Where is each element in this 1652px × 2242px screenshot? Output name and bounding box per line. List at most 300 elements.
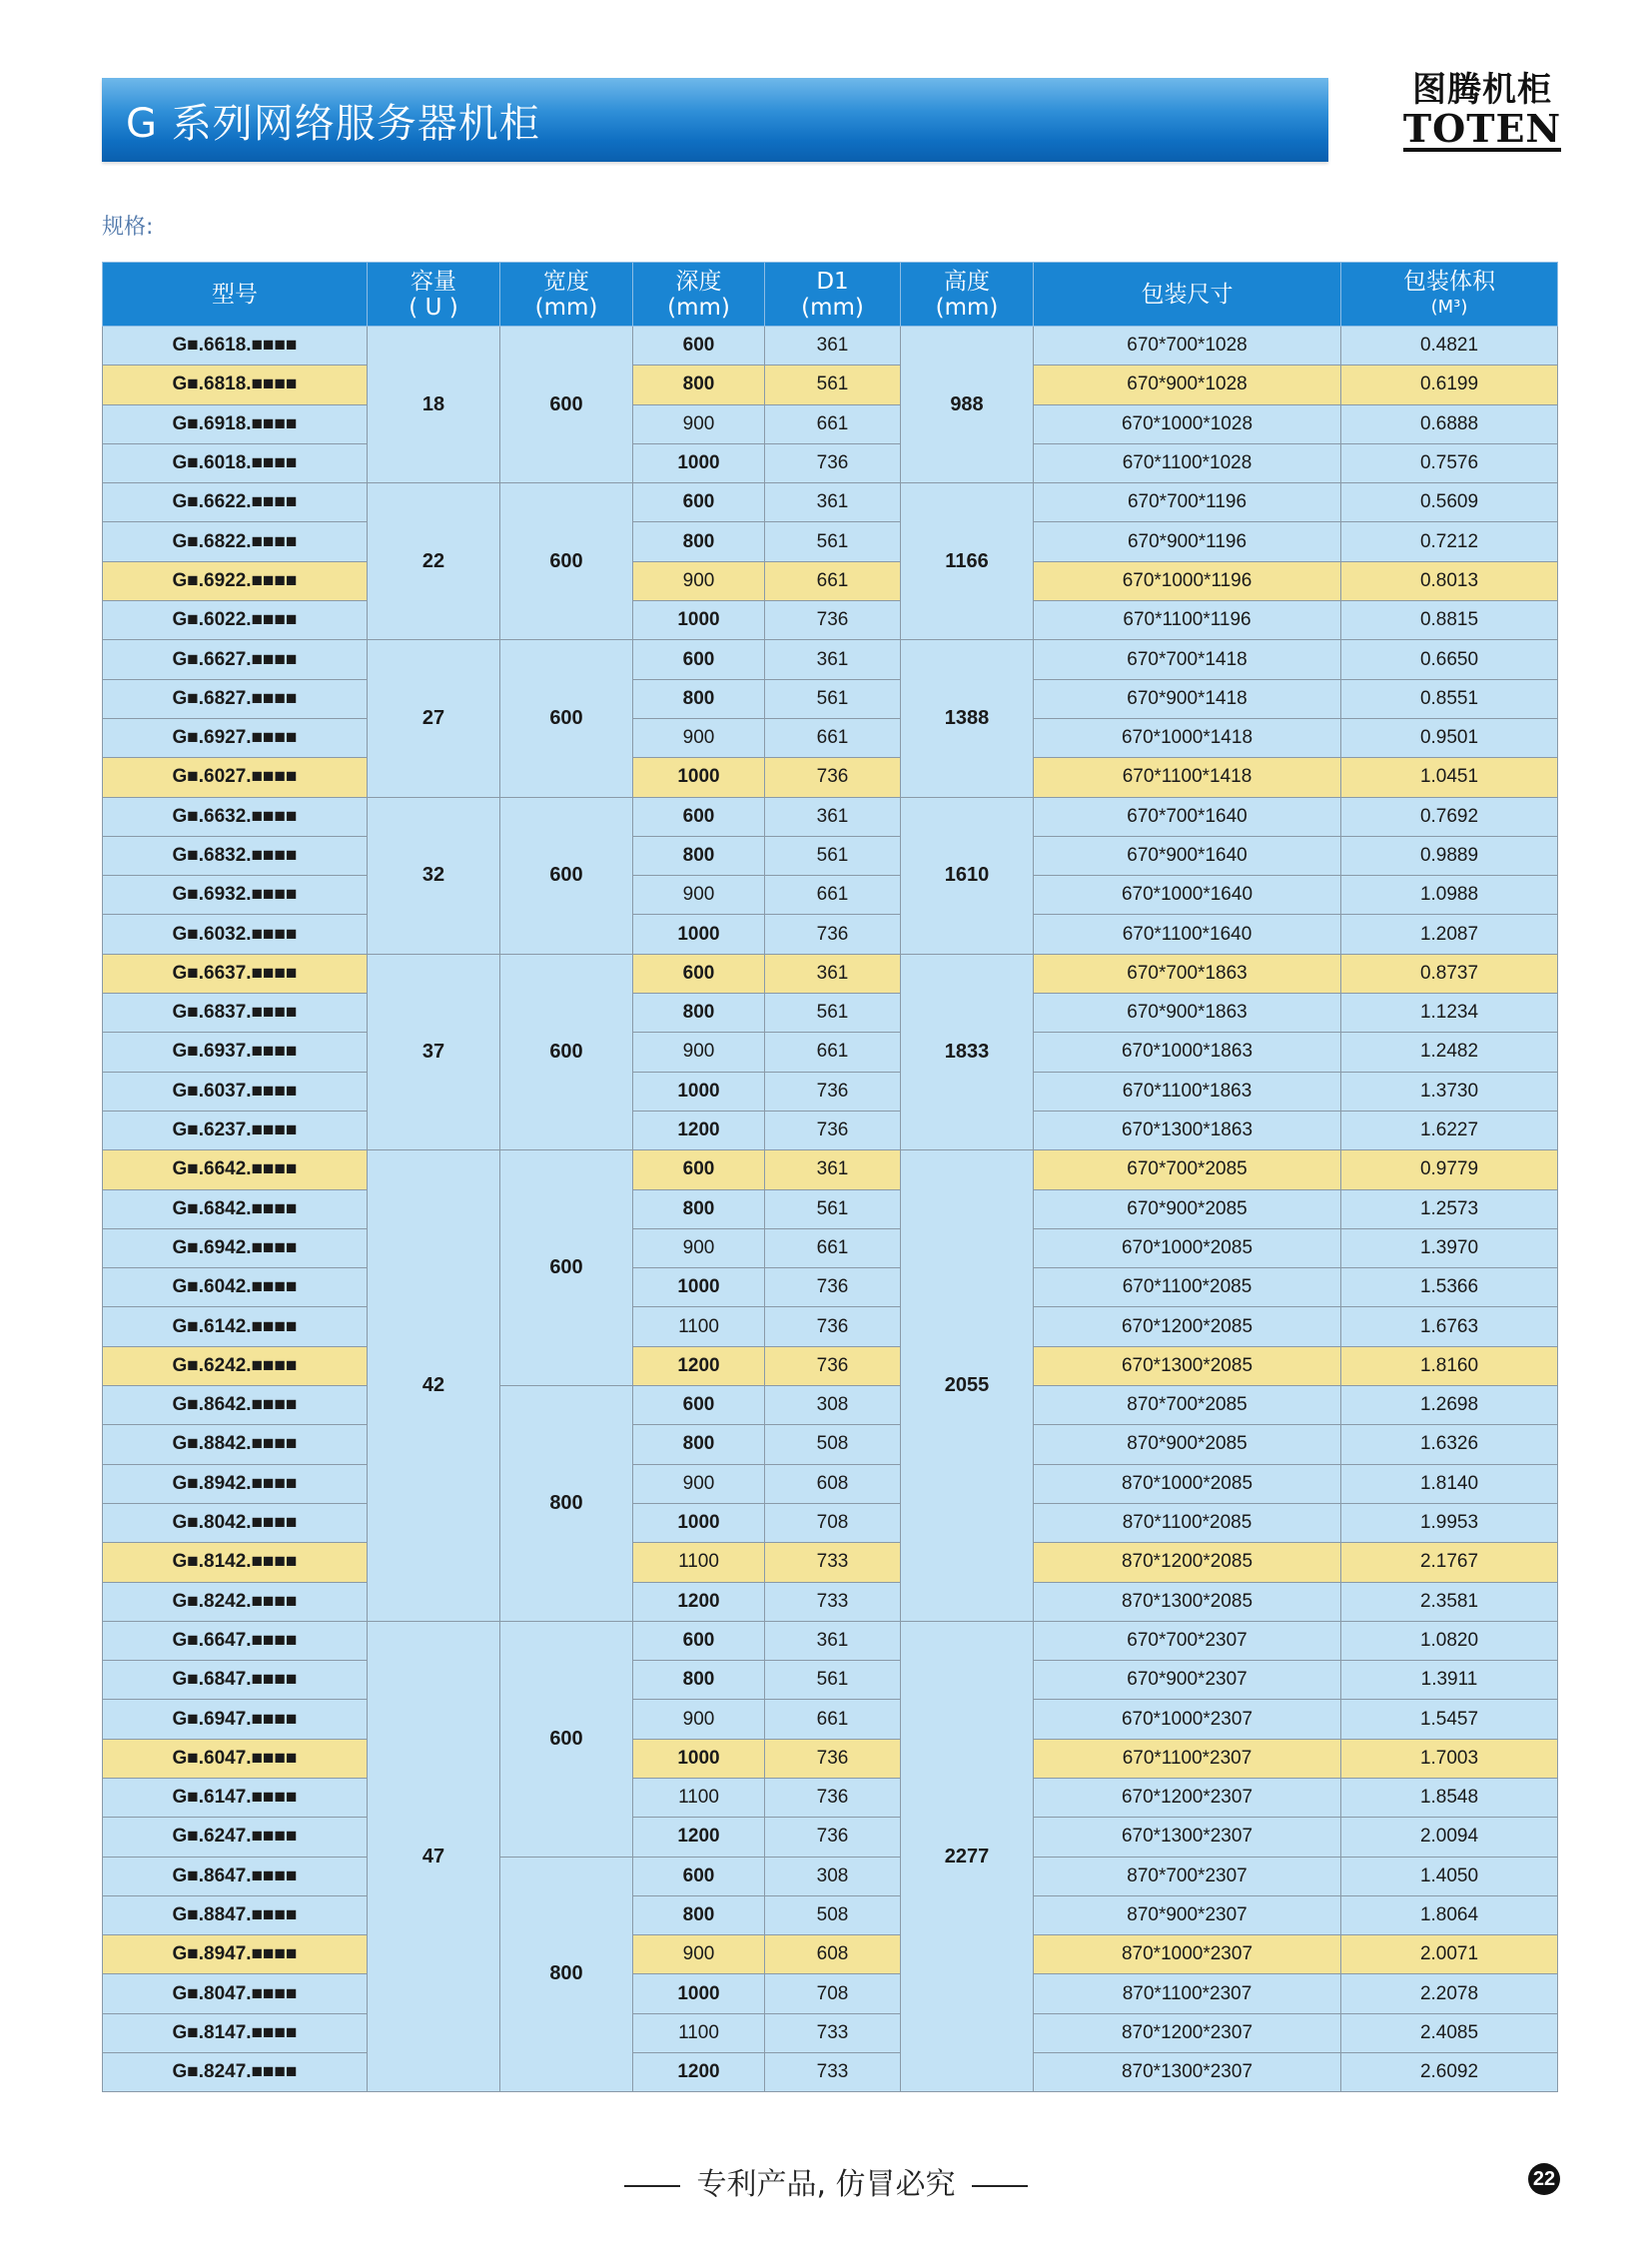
cell-depth: 1000 (633, 1974, 765, 2013)
table-row (103, 797, 1558, 836)
cell-depth: 1200 (633, 2053, 765, 2092)
table-row (103, 1818, 1558, 1857)
cell-pack-size: 870*1000*2085 (1034, 1464, 1341, 1503)
footer-rule-right (972, 2185, 1028, 2187)
cell-pack-volume: 2.1767 (1341, 1543, 1558, 1582)
cell-d1: 608 (765, 1935, 901, 1974)
table-row (103, 1268, 1558, 1307)
cell-depth: 1100 (633, 2013, 765, 2052)
cell-pack-size: 670*1000*1640 (1034, 876, 1341, 915)
cell-pack-size: 670*900*1028 (1034, 366, 1341, 404)
cell-model: G■.6837.■■■■ (103, 994, 368, 1033)
cell-pack-size: 870*1100*2085 (1034, 1503, 1341, 1542)
cell-model: G■.8242.■■■■ (103, 1582, 368, 1621)
cell-model: G■.8042.■■■■ (103, 1503, 368, 1542)
cell-model: G■.6842.■■■■ (103, 1189, 368, 1228)
cell-pack-volume: 1.0451 (1341, 758, 1558, 797)
cell-model: G■.6632.■■■■ (103, 797, 368, 836)
cell-depth: 1200 (633, 1346, 765, 1385)
cell-depth: 600 (633, 797, 765, 836)
cell-model: G■.6247.■■■■ (103, 1818, 368, 1857)
cell-model: G■.8642.■■■■ (103, 1386, 368, 1425)
cell-width: 600 (500, 483, 633, 640)
cell-d1: 661 (765, 1033, 901, 1072)
cell-depth: 800 (633, 1661, 765, 1700)
logo-english: TOTEN (1402, 106, 1562, 151)
cell-pack-volume: 0.6888 (1341, 404, 1558, 443)
table-row (103, 561, 1558, 600)
cell-depth: 900 (633, 1464, 765, 1503)
cell-pack-volume: 1.7003 (1341, 1739, 1558, 1778)
cell-pack-volume: 0.7692 (1341, 797, 1558, 836)
cell-model: G■.6147.■■■■ (103, 1778, 368, 1817)
title-banner (102, 78, 1328, 162)
cell-d1: 736 (765, 601, 901, 640)
table-row (103, 2013, 1558, 2052)
table-row (103, 1386, 1558, 1425)
cell-model: G■.6642.■■■■ (103, 1150, 368, 1189)
cell-depth: 800 (633, 1189, 765, 1228)
cell-d1: 736 (765, 758, 901, 797)
table-row (103, 2053, 1558, 2092)
cell-depth: 900 (633, 404, 765, 443)
cell-model: G■.6918.■■■■ (103, 404, 368, 443)
cell-width: 600 (500, 1150, 633, 1386)
cell-d1: 361 (765, 1621, 901, 1660)
cell-pack-volume: 1.2698 (1341, 1386, 1558, 1425)
cell-capacity: 32 (368, 797, 500, 954)
cell-pack-volume: 0.8013 (1341, 561, 1558, 600)
cell-d1: 561 (765, 679, 901, 718)
cell-model: G■.8842.■■■■ (103, 1425, 368, 1464)
cell-depth: 1000 (633, 1072, 765, 1111)
table-row (103, 1974, 1558, 2013)
table-row (103, 1778, 1558, 1817)
cell-pack-size: 870*1300*2307 (1034, 2053, 1341, 2092)
table-row (103, 1661, 1558, 1700)
cell-pack-size: 870*900*2307 (1034, 1895, 1341, 1934)
table-row (103, 1700, 1558, 1739)
table-row (103, 483, 1558, 522)
cell-pack-size: 870*1000*2307 (1034, 1935, 1341, 1974)
cell-d1: 561 (765, 522, 901, 561)
cell-model: G■.6037.■■■■ (103, 1072, 368, 1111)
cell-capacity: 47 (368, 1621, 500, 2092)
cell-height: 2055 (901, 1150, 1034, 1622)
cell-depth: 900 (633, 1700, 765, 1739)
cell-model: G■.6622.■■■■ (103, 483, 368, 522)
cell-model: G■.8947.■■■■ (103, 1935, 368, 1974)
col-capacity: 容量 ( U ) (368, 263, 500, 327)
cell-depth: 800 (633, 679, 765, 718)
cell-depth: 600 (633, 327, 765, 366)
cell-model: G■.8247.■■■■ (103, 2053, 368, 2092)
cell-pack-size: 670*700*2085 (1034, 1150, 1341, 1189)
cell-width: 600 (500, 954, 633, 1149)
cell-depth: 1000 (633, 1503, 765, 1542)
cell-d1: 736 (765, 1072, 901, 1111)
cell-d1: 661 (765, 1700, 901, 1739)
cell-model: G■.8647.■■■■ (103, 1857, 368, 1895)
cell-model: G■.6022.■■■■ (103, 601, 368, 640)
cell-d1: 661 (765, 876, 901, 915)
footer-slogan-text: 专利产品, 仿冒必究 (696, 2167, 956, 2202)
spec-table (102, 262, 1558, 2092)
table-row (103, 1935, 1558, 1974)
cell-pack-size: 670*700*1863 (1034, 954, 1341, 993)
cell-d1: 361 (765, 797, 901, 836)
cell-d1: 708 (765, 1974, 901, 2013)
cell-model: G■.6047.■■■■ (103, 1739, 368, 1778)
cell-d1: 736 (765, 443, 901, 482)
table-row (103, 1425, 1558, 1464)
table-row (103, 915, 1558, 954)
cell-depth: 1000 (633, 443, 765, 482)
cell-depth: 800 (633, 366, 765, 404)
cell-model: G■.6627.■■■■ (103, 640, 368, 679)
cell-d1: 736 (765, 1739, 901, 1778)
cell-model: G■.6847.■■■■ (103, 1661, 368, 1700)
cell-model: G■.6827.■■■■ (103, 679, 368, 718)
cell-d1: 361 (765, 327, 901, 366)
cell-d1: 736 (765, 1307, 901, 1346)
cell-pack-size: 670*1000*1196 (1034, 561, 1341, 600)
cell-depth: 800 (633, 836, 765, 875)
table-row (103, 836, 1558, 875)
brand-logo (1402, 70, 1562, 152)
table-row (103, 1582, 1558, 1621)
cell-pack-volume: 1.8064 (1341, 1895, 1558, 1934)
cell-model: G■.6922.■■■■ (103, 561, 368, 600)
cell-d1: 361 (765, 1150, 901, 1189)
cell-pack-volume: 0.6199 (1341, 366, 1558, 404)
cell-depth: 800 (633, 1895, 765, 1934)
cell-model: G■.6027.■■■■ (103, 758, 368, 797)
table-row (103, 601, 1558, 640)
cell-model: G■.6042.■■■■ (103, 1268, 368, 1307)
cell-d1: 736 (765, 1818, 901, 1857)
cell-pack-volume: 2.0094 (1341, 1818, 1558, 1857)
cell-pack-size: 870*1100*2307 (1034, 1974, 1341, 2013)
cell-pack-size: 870*1200*2307 (1034, 2013, 1341, 2052)
cell-d1: 561 (765, 994, 901, 1033)
cell-depth: 600 (633, 1386, 765, 1425)
table-row (103, 522, 1558, 561)
table-row (103, 1072, 1558, 1111)
table-row (103, 1307, 1558, 1346)
cell-pack-volume: 1.6227 (1341, 1111, 1558, 1149)
table-row (103, 366, 1558, 404)
table-row (103, 1150, 1558, 1189)
table-row (103, 1111, 1558, 1149)
cell-pack-size: 670*1100*1418 (1034, 758, 1341, 797)
cell-pack-volume: 1.0820 (1341, 1621, 1558, 1660)
cell-depth: 1100 (633, 1543, 765, 1582)
cell-pack-size: 670*900*2085 (1034, 1189, 1341, 1228)
cell-d1: 733 (765, 2013, 901, 2052)
cell-pack-size: 870*900*2085 (1034, 1425, 1341, 1464)
cell-pack-volume: 2.4085 (1341, 2013, 1558, 2052)
cell-depth: 900 (633, 1033, 765, 1072)
spec-table-body (103, 327, 1558, 2092)
cell-d1: 661 (765, 718, 901, 757)
cell-pack-volume: 1.9953 (1341, 1503, 1558, 1542)
cell-model: G■.6618.■■■■ (103, 327, 368, 366)
cell-pack-size: 670*900*1196 (1034, 522, 1341, 561)
cell-d1: 736 (765, 1268, 901, 1307)
cell-pack-size: 670*1000*1028 (1034, 404, 1341, 443)
cell-depth: 900 (633, 1228, 765, 1267)
cell-depth: 1000 (633, 758, 765, 797)
cell-d1: 308 (765, 1386, 901, 1425)
footer-rule-left (624, 2185, 680, 2187)
cell-model: G■.6822.■■■■ (103, 522, 368, 561)
cell-pack-volume: 0.7212 (1341, 522, 1558, 561)
cell-d1: 508 (765, 1895, 901, 1934)
cell-d1: 661 (765, 404, 901, 443)
cell-pack-size: 670*1200*2085 (1034, 1307, 1341, 1346)
cell-d1: 736 (765, 915, 901, 954)
cell-pack-size: 670*1000*2307 (1034, 1700, 1341, 1739)
cell-model: G■.6647.■■■■ (103, 1621, 368, 1660)
cell-pack-size: 870*1300*2085 (1034, 1582, 1341, 1621)
cell-pack-size: 670*1100*1196 (1034, 601, 1341, 640)
table-row (103, 1228, 1558, 1267)
cell-model: G■.6242.■■■■ (103, 1346, 368, 1385)
cell-pack-size: 670*1100*2085 (1034, 1268, 1341, 1307)
cell-width: 600 (500, 1621, 633, 1857)
col-pack-size: 包装尺寸 (1034, 263, 1341, 327)
cell-pack-size: 670*700*1196 (1034, 483, 1341, 522)
cell-pack-size: 670*1000*1418 (1034, 718, 1341, 757)
cell-d1: 561 (765, 366, 901, 404)
cell-model: G■.6818.■■■■ (103, 366, 368, 404)
cell-width: 600 (500, 327, 633, 483)
table-header-row (103, 263, 1558, 327)
cell-depth: 800 (633, 522, 765, 561)
footer-slogan (0, 2159, 1652, 2203)
cell-depth: 600 (633, 483, 765, 522)
cell-d1: 308 (765, 1857, 901, 1895)
table-row (103, 1621, 1558, 1660)
cell-depth: 900 (633, 561, 765, 600)
cell-capacity: 37 (368, 954, 500, 1149)
cell-model: G■.6932.■■■■ (103, 876, 368, 915)
cell-model: G■.6237.■■■■ (103, 1111, 368, 1149)
cell-depth: 1000 (633, 1268, 765, 1307)
cell-width: 800 (500, 1857, 633, 2092)
cell-pack-volume: 1.6763 (1341, 1307, 1558, 1346)
cell-depth: 900 (633, 876, 765, 915)
cell-pack-volume: 1.3970 (1341, 1228, 1558, 1267)
cell-pack-size: 870*1200*2085 (1034, 1543, 1341, 1582)
cell-pack-volume: 1.0988 (1341, 876, 1558, 915)
cell-d1: 561 (765, 1661, 901, 1700)
cell-pack-volume: 0.7576 (1341, 443, 1558, 482)
cell-depth: 600 (633, 1150, 765, 1189)
table-row (103, 1543, 1558, 1582)
cell-width: 800 (500, 1386, 633, 1622)
cell-pack-size: 670*700*2307 (1034, 1621, 1341, 1660)
cell-pack-volume: 1.8160 (1341, 1346, 1558, 1385)
cell-pack-volume: 1.8548 (1341, 1778, 1558, 1817)
page-title: G 系列网络服务器机柜 (126, 101, 540, 147)
cell-d1: 733 (765, 2053, 901, 2092)
cell-pack-size: 670*1300*2085 (1034, 1346, 1341, 1385)
cell-d1: 361 (765, 483, 901, 522)
cell-pack-volume: 0.5609 (1341, 483, 1558, 522)
cell-pack-volume: 2.2078 (1341, 1974, 1558, 2013)
table-row (103, 876, 1558, 915)
cell-pack-volume: 2.3581 (1341, 1582, 1558, 1621)
table-row (103, 1189, 1558, 1228)
cell-depth: 1100 (633, 1307, 765, 1346)
cell-d1: 361 (765, 640, 901, 679)
cell-pack-size: 670*1000*1863 (1034, 1033, 1341, 1072)
table-row (103, 640, 1558, 679)
cell-depth: 1100 (633, 1778, 765, 1817)
cell-pack-volume: 1.2087 (1341, 915, 1558, 954)
cell-pack-size: 670*1300*1863 (1034, 1111, 1341, 1149)
cell-d1: 708 (765, 1503, 901, 1542)
cell-pack-size: 670*1300*2307 (1034, 1818, 1341, 1857)
cell-model: G■.8942.■■■■ (103, 1464, 368, 1503)
cell-depth: 1200 (633, 1111, 765, 1149)
cell-capacity: 42 (368, 1150, 500, 1622)
cell-depth: 900 (633, 718, 765, 757)
cell-pack-volume: 1.5366 (1341, 1268, 1558, 1307)
cell-d1: 736 (765, 1778, 901, 1817)
cell-d1: 733 (765, 1582, 901, 1621)
cell-height: 1610 (901, 797, 1034, 954)
table-row (103, 1033, 1558, 1072)
page-number: 22 (1528, 2163, 1560, 2195)
cell-d1: 736 (765, 1346, 901, 1385)
cell-capacity: 22 (368, 483, 500, 640)
table-row (103, 327, 1558, 366)
cell-pack-volume: 0.9889 (1341, 836, 1558, 875)
col-width: 宽度 (mm) (500, 263, 633, 327)
cell-pack-size: 670*700*1640 (1034, 797, 1341, 836)
logo-chinese: 图腾机柜 (1412, 70, 1552, 110)
cell-capacity: 27 (368, 640, 500, 797)
table-row (103, 994, 1558, 1033)
cell-pack-volume: 2.0071 (1341, 1935, 1558, 1974)
cell-pack-size: 670*1200*2307 (1034, 1778, 1341, 1817)
cell-pack-volume: 0.9779 (1341, 1150, 1558, 1189)
cell-d1: 608 (765, 1464, 901, 1503)
cell-pack-volume: 1.2482 (1341, 1033, 1558, 1072)
cell-d1: 561 (765, 836, 901, 875)
table-row (103, 404, 1558, 443)
table-row (103, 954, 1558, 993)
cell-pack-volume: 1.3911 (1341, 1661, 1558, 1700)
table-row (103, 1346, 1558, 1385)
cell-depth: 600 (633, 640, 765, 679)
cell-pack-size: 670*700*1418 (1034, 640, 1341, 679)
cell-pack-volume: 1.4050 (1341, 1857, 1558, 1895)
table-row (103, 1464, 1558, 1503)
cell-depth: 1200 (633, 1582, 765, 1621)
cell-pack-volume: 1.5457 (1341, 1700, 1558, 1739)
cell-pack-size: 670*1100*2307 (1034, 1739, 1341, 1778)
cell-pack-size: 670*1100*1640 (1034, 915, 1341, 954)
cell-depth: 900 (633, 1935, 765, 1974)
cell-d1: 661 (765, 561, 901, 600)
cell-model: G■.6832.■■■■ (103, 836, 368, 875)
cell-pack-volume: 1.2573 (1341, 1189, 1558, 1228)
cell-pack-volume: 1.6326 (1341, 1425, 1558, 1464)
col-model: 型号 (103, 263, 368, 327)
cell-d1: 361 (765, 954, 901, 993)
col-height: 高度 (mm) (901, 263, 1034, 327)
table-row (103, 1503, 1558, 1542)
col-d1: D1 (mm) (765, 263, 901, 327)
cell-model: G■.6637.■■■■ (103, 954, 368, 993)
cell-height: 2277 (901, 1621, 1034, 2092)
cell-model: G■.8847.■■■■ (103, 1895, 368, 1934)
table-row (103, 443, 1558, 482)
cell-depth: 1000 (633, 1739, 765, 1778)
col-pack-volume: 包装体积 (M³) (1341, 263, 1558, 327)
cell-width: 600 (500, 640, 633, 797)
cell-pack-size: 670*700*1028 (1034, 327, 1341, 366)
cell-model: G■.6018.■■■■ (103, 443, 368, 482)
cell-model: G■.6947.■■■■ (103, 1700, 368, 1739)
table-row (103, 1895, 1558, 1934)
cell-pack-volume: 0.4821 (1341, 327, 1558, 366)
cell-d1: 508 (765, 1425, 901, 1464)
cell-pack-size: 670*1100*1028 (1034, 443, 1341, 482)
cell-pack-volume: 0.8551 (1341, 679, 1558, 718)
cell-depth: 1200 (633, 1818, 765, 1857)
cell-pack-volume: 1.8140 (1341, 1464, 1558, 1503)
cell-height: 1833 (901, 954, 1034, 1149)
cell-height: 1388 (901, 640, 1034, 797)
table-row (103, 718, 1558, 757)
cell-d1: 661 (765, 1228, 901, 1267)
table-row (103, 1857, 1558, 1895)
cell-depth: 600 (633, 1857, 765, 1895)
cell-d1: 736 (765, 1111, 901, 1149)
cell-depth: 800 (633, 994, 765, 1033)
cell-model: G■.6142.■■■■ (103, 1307, 368, 1346)
cell-pack-volume: 2.6092 (1341, 2053, 1558, 2092)
cell-pack-volume: 0.8737 (1341, 954, 1558, 993)
cell-d1: 733 (765, 1543, 901, 1582)
cell-pack-size: 670*900*1640 (1034, 836, 1341, 875)
col-depth: 深度 (mm) (633, 263, 765, 327)
cell-height: 1166 (901, 483, 1034, 640)
cell-model: G■.6942.■■■■ (103, 1228, 368, 1267)
cell-pack-size: 670*900*2307 (1034, 1661, 1341, 1700)
cell-pack-size: 670*900*1863 (1034, 994, 1341, 1033)
cell-capacity: 18 (368, 327, 500, 483)
cell-pack-volume: 1.3730 (1341, 1072, 1558, 1111)
spec-label: 规格: (102, 215, 154, 240)
cell-d1: 561 (765, 1189, 901, 1228)
cell-height: 988 (901, 327, 1034, 483)
cell-model: G■.6927.■■■■ (103, 718, 368, 757)
cell-pack-volume: 0.6650 (1341, 640, 1558, 679)
cell-pack-size: 870*700*2085 (1034, 1386, 1341, 1425)
cell-model: G■.8142.■■■■ (103, 1543, 368, 1582)
cell-width: 600 (500, 797, 633, 954)
cell-pack-size: 670*900*1418 (1034, 679, 1341, 718)
table-row (103, 679, 1558, 718)
cell-pack-volume: 1.1234 (1341, 994, 1558, 1033)
cell-depth: 600 (633, 954, 765, 993)
